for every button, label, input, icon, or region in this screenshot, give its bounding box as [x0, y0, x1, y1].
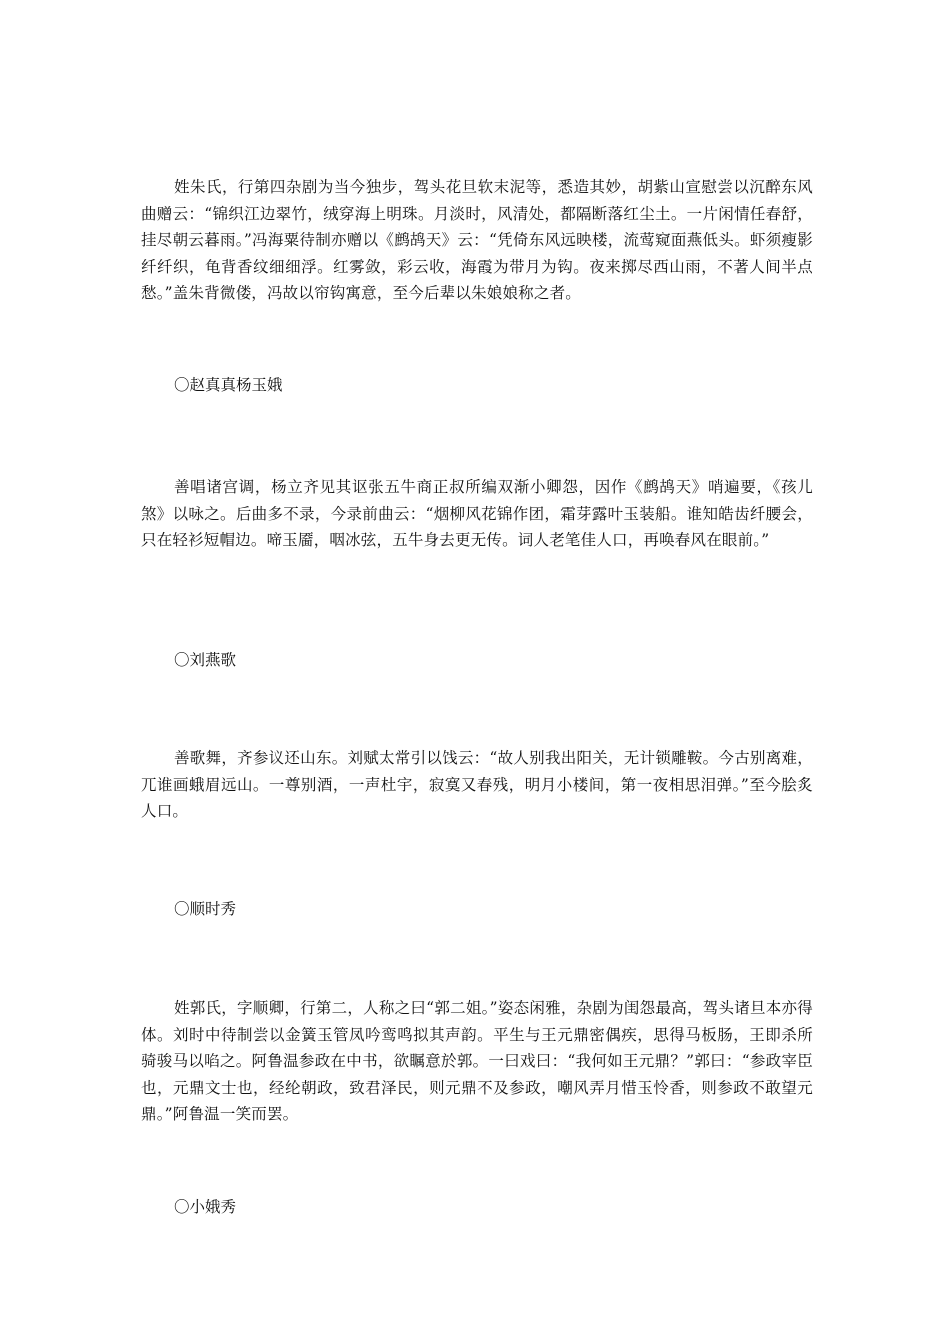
- heading-liu-yange: 〇刘燕歌: [174, 651, 237, 669]
- heading-shun-shixiu: 〇顺时秀: [174, 900, 237, 918]
- paragraph-zhu: 姓朱氏，行第四杂剧为当今独步，驾头花旦软末泥等，悉造其妙，胡紫山宣慰尝以沉醉东风曲赠云：“锦织江边翠竹，绒穿海上明珠。月淡时，风清处，都隔断落红尘土。一片闲情任春舒，挂尽朝云暮雨。”冯海粟待制亦赠以《鹧鸪天》云：“凭倚东风远映楼，流莺窥面燕低头。虾须瘦影纤纤织，龟背香纹细细浮。红雾敛，彩云收，海霞为带月为钩。夜来掷尽西山雨，不著人间半点愁。”盖朱背微偻，冯故以帘钩寓意，至今后辈以朱娘娘称之者。: [141, 178, 813, 302]
- paragraph-zhao-zhenzhen: 善唱诸宫调，杨立齐见其讴张五牛商正叔所编双渐小卿怨，因作《鹧鸪天》哨遍要，《孩儿煞》以咏之。后曲多不录，今录前曲云：“烟柳风花锦作团，霜芽露叶玉装船。谁知皓齿纤腰会，只在轻衫短帽边。啼玉靥，咽冰弦，五牛身去更无传。词人老笔佳人口，再唤春风在眼前。”: [141, 478, 813, 549]
- paragraph-shun-shixiu: 姓郭氏，字顺卿，行第二，人称之曰“郭二姐。”姿态闲雅，杂剧为闺怨最高，驾头诸旦本亦得体。刘时中待制尝以金簧玉管凤吟鸾鸣拟其声韵。平生与王元鼎密偶疾，思得马板肠，王即杀所骑骏马以啗之。阿鲁温参政在中书，欲瞩意於郭。一曰戏曰：“我何如王元鼎？”郭曰：“参政宰臣也，元鼎文士也，经纶朝政，致君泽民，则元鼎不及参政，嘲风弄月惜玉怜香，则参政不敢望元鼎。”阿鲁温一笑而罢。: [141, 999, 813, 1123]
- heading-xiao-exiu: 〇小娥秀: [174, 1198, 237, 1216]
- heading-zhao-zhenzhen-yang-yue: 〇赵真真杨玉娥: [174, 376, 283, 394]
- paragraph-liu-yange: 善歌舞，齐参议还山东。刘赋太常引以饯云：“故人别我出阳关，无计锁雕鞍。今古别离难，兀谁画蛾眉远山。一尊别酒，一声杜宇，寂寞又春残，明月小楼间，第一夜相思泪弹。”至今脍炙人口。: [141, 749, 813, 820]
